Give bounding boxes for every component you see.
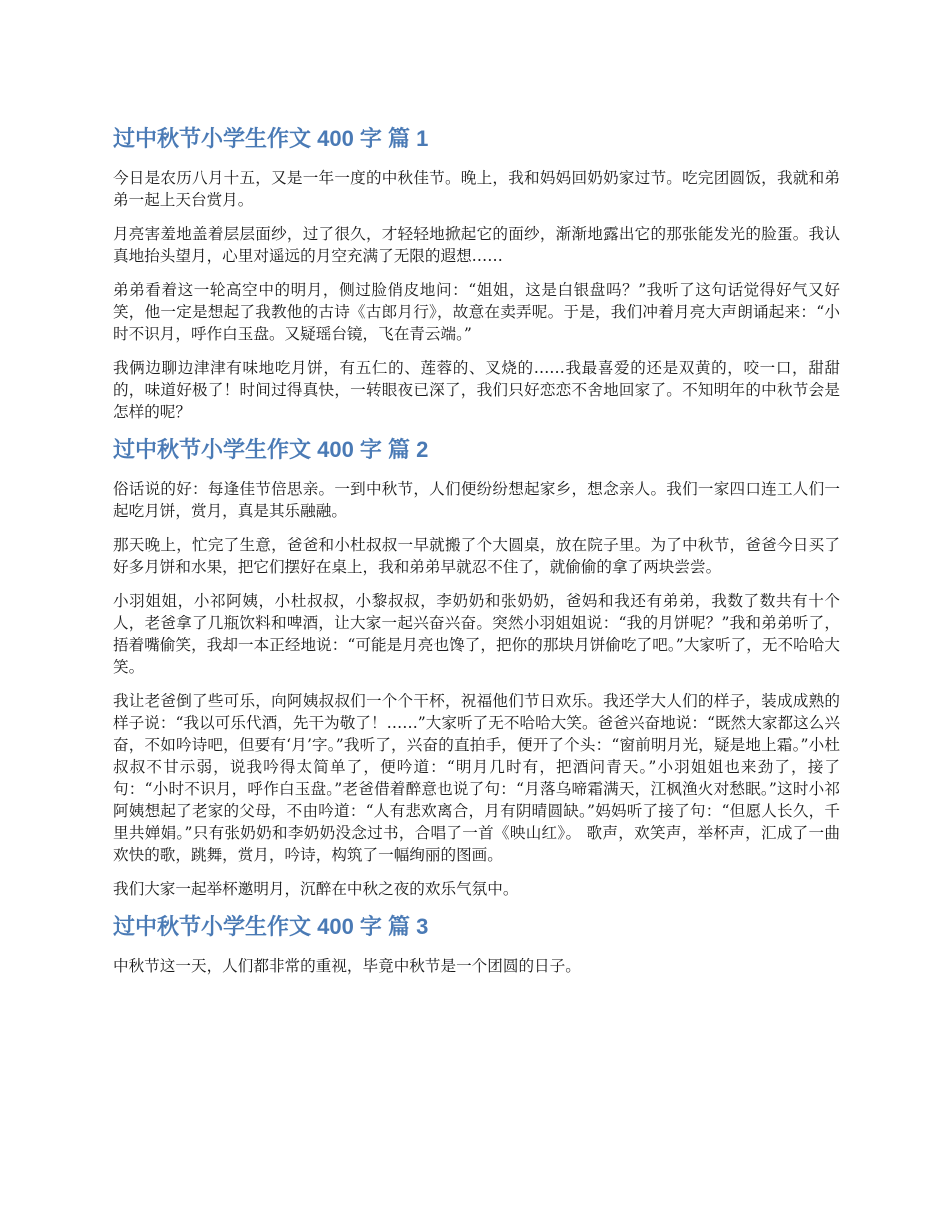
paragraph: 那天晚上，忙完了生意，爸爸和小杜叔叔一早就搬了个大圆桌，放在院子里。为了中秋节，爸爸今日买了好多月饼和水果，把它们摆好在桌上，我和弟弟早就忍不住了，就偷偷的拿了两块尝尝。: [113, 536, 840, 576]
paragraph: 我让老爸倒了些可乐，向阿姨叔叔们一个个干杯，祝福他们节日欢乐。我还学大人们的样子，装成成熟的样子说：“我以可乐代酒，先干为敬了！……”大家听了无不哈哈大笑。爸爸兴奋地说：“既然大家都这么兴奋，不如吟诗吧，但要有‘月’字。”我听了，兴奋的直拍手，便开了个头：“窗前明月光，疑是地上霜。”小杜叔叔不甘示弱，说我吟得太简单了，便吟道：“明月几时有，把酒问青天。”小羽姐姐也来劲了，接了句：“小时不识月，呼作白玉盘。”老爸借着醉意也说了句：“月落乌啼霜满天，江枫渔火对愁眠。”这时小祁阿姨想起了老家的父母，不由吟道：“人有悲欢离合，月有阴晴圆缺。”妈妈听了接了句：“但愿人长久，千里共婵娟。”只有张奶奶和李奶奶没念过书，合唱了一首《映山红》。 歌声，欢笑声，举杯声，汇成了一曲欢快的歌，跳舞，赏月，吟诗，构筑了一幅绚丽的图画。: [113, 692, 840, 864]
paragraph: 今日是农历八月十五，又是一年一度的中秋佳节。晚上，我和妈妈回奶奶家过节。吃完团圆饭，我就和弟弟一起上天台赏月。: [113, 169, 840, 209]
document-body: [113, 124, 840, 989]
section-title: 过中秋节小学生作文 400 字 篇 3: [113, 914, 429, 939]
essay-section-2: [113, 435, 840, 900]
paragraph: 我俩边聊边津津有味地吃月饼，有五仁的、莲蓉的、叉烧的……我最喜爱的还是双黄的，咬一口，甜甜的，味道好极了！时间过得真快，一转眼夜已深了，我们只好恋恋不舍地回家了。不知明年的中秋节会是怎样的呢？: [113, 359, 840, 421]
paragraph: 月亮害羞地盖着层层面纱，过了很久，才轻轻地掀起它的面纱，渐渐地露出它的那张能发光的脸蛋。我认真地抬头望月，心里对遥远的月空充满了无限的遐想……: [113, 225, 840, 265]
section-title: 过中秋节小学生作文 400 字 篇 2: [113, 437, 429, 462]
paragraph: 小羽姐姐，小祁阿姨，小杜叔叔，小黎叔叔，李奶奶和张奶奶，爸妈和我还有弟弟，我数了数共有十个人，老爸拿了几瓶饮料和啤酒，让大家一起兴奋兴奋。突然小羽姐姐说：“我的月饼呢？”我和弟弟听了，捂着嘴偷笑，我却一本正经地说：“可能是月亮也馋了，把你的那块月饼偷吃了吧。”大家听了，无不哈哈大笑。: [113, 592, 840, 676]
essay-section-1: [113, 124, 840, 423]
paragraph: 中秋节这一天，人们都非常的重视，毕竟中秋节是一个团圆的日子。: [113, 957, 581, 975]
paragraph: 我们大家一起举杯邀明月，沉醉在中秋之夜的欢乐气氛中。: [113, 880, 519, 898]
paragraph: 俗话说的好：每逢佳节倍思亲。一到中秋节，人们便纷纷想起家乡，想念亲人。我们一家四口连工人们一起吃月饼，赏月，真是其乐融融。: [113, 480, 840, 520]
essay-section-3: [113, 912, 840, 977]
section-title: 过中秋节小学生作文 400 字 篇 1: [113, 126, 429, 151]
paragraph: 弟弟看着这一轮高空中的明月，侧过脸俏皮地问：“姐姐，这是白银盘吗？”我听了这句话觉得好气又好笑，他一定是想起了我教他的古诗《古郎月行》，故意在卖弄呢。于是，我们冲着月亮大声朗诵起来：“小时不识月，呼作白玉盘。又疑瑶台镜，飞在青云端。”: [113, 281, 840, 343]
